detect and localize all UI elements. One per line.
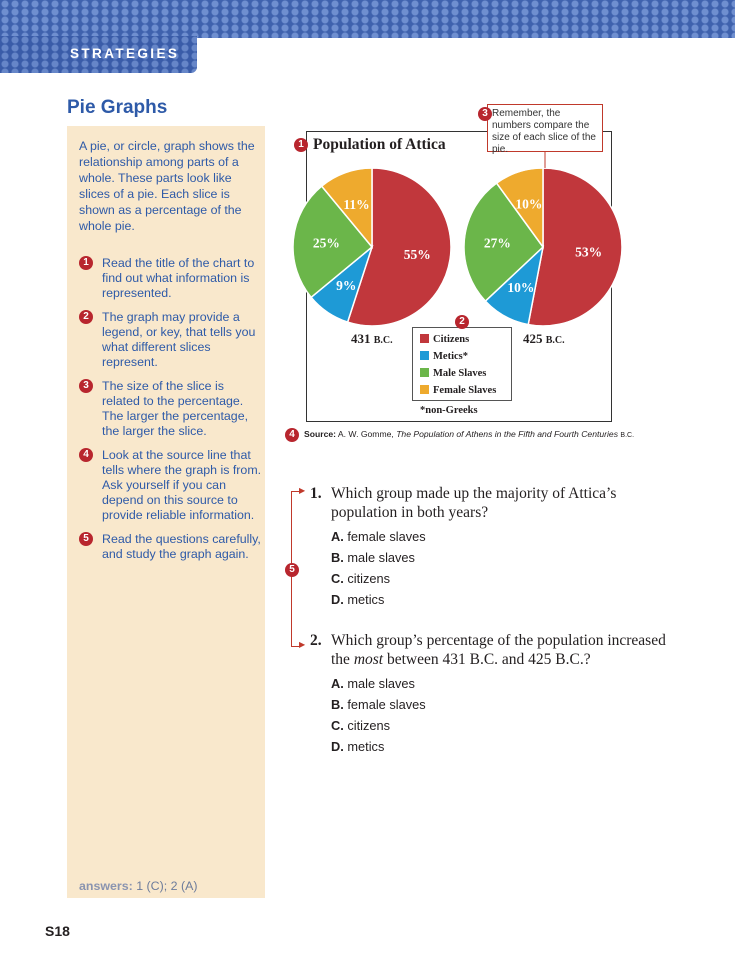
intro-text: A pie, or circle, graph shows the relationship among parts of a whole. These parts look like slices of a pie. Each slice is shown as a percentage of the whole pie. <box>79 139 255 233</box>
step-3-badge-icon: 3 <box>79 379 93 393</box>
option-letter: B. <box>331 697 344 712</box>
pie-label-female-slaves: 10% <box>515 196 543 212</box>
answer-option[interactable] <box>331 529 426 550</box>
year-label-431 <box>351 331 393 347</box>
answer-option[interactable] <box>331 697 426 718</box>
option-letter: A. <box>331 676 344 691</box>
legend-swatch <box>420 368 429 377</box>
source-era: B.C. <box>620 432 635 439</box>
year-label-425 <box>523 331 565 347</box>
answer-option[interactable] <box>331 718 426 739</box>
legend-item-citizens <box>420 334 469 345</box>
pie-label-citizens: 53% <box>575 244 603 260</box>
pie-label-male-slaves: 27% <box>483 235 511 251</box>
chart-footnote: *non-Greeks <box>420 405 478 416</box>
page-number: S18 <box>45 923 70 939</box>
tip-text: Read the questions carefully, and study the graph again. <box>102 532 261 561</box>
source-label: Source: <box>304 429 336 439</box>
chart-title: Population of Attica <box>313 136 449 154</box>
legend-label: Male Slaves <box>433 368 487 379</box>
option-letter: B. <box>331 550 344 565</box>
option-letter: C. <box>331 718 344 733</box>
option-text: metics <box>347 592 385 607</box>
option-text: male slaves <box>347 676 415 691</box>
legend-item-metics <box>420 351 468 362</box>
question-number: 2. <box>310 632 322 649</box>
answer-option[interactable] <box>331 739 426 760</box>
option-text: male slaves <box>347 550 415 565</box>
pie-label-citizens: 55% <box>403 247 431 263</box>
option-text: female slaves <box>347 529 426 544</box>
chart-legend <box>412 327 512 401</box>
option-text: citizens <box>347 571 391 586</box>
chart-title-badge-icon: 1 <box>294 138 308 152</box>
callout-badge-icon: 3 <box>478 107 492 121</box>
step-4-badge-icon: 4 <box>79 448 93 462</box>
answer-key-text: 1 (C); 2 (A) <box>136 879 198 893</box>
legend-swatch <box>420 334 429 343</box>
legend-swatch <box>420 351 429 360</box>
tip-text: The size of the slice is related to the percentage. The larger the percentage, the larger the slice. <box>102 379 249 438</box>
answer-option[interactable] <box>331 592 426 613</box>
year-era: B.C. <box>545 335 565 346</box>
tip-text: The graph may provide a legend, or key, that tells you what different slices represent. <box>102 310 256 369</box>
arrow-right-icon: ▶ <box>299 486 306 495</box>
option-text: metics <box>347 739 385 754</box>
answer-option[interactable] <box>331 550 426 571</box>
option-letter: C. <box>331 571 344 586</box>
pie-label-metics: 9% <box>336 277 357 293</box>
option-text: female slaves <box>347 697 426 712</box>
legend-swatch <box>420 385 429 394</box>
legend-label: Female Slaves <box>433 385 497 396</box>
question-text-part: between 431 B.C. and 425 B.C.? <box>386 651 591 668</box>
step-5-badge-icon: 5 <box>79 532 93 546</box>
source-line <box>304 429 634 439</box>
question-emphasis: most <box>353 651 384 668</box>
question-2-options <box>331 676 426 760</box>
answer-option[interactable] <box>331 571 426 592</box>
question-number: 1. <box>310 485 322 502</box>
questions-badge-icon: 5 <box>285 563 299 577</box>
tip-text: Look at the source line that tells where the graph is from. Ask yourself if you can depend on this source to provide reliable information. <box>102 448 262 522</box>
step-2-badge-icon: 2 <box>79 310 93 324</box>
source-author: A. W. Gomme, <box>337 429 394 439</box>
step-1-badge-icon: 1 <box>79 256 93 270</box>
question-1-options <box>331 529 426 613</box>
answer-option[interactable] <box>331 676 426 697</box>
option-letter: D. <box>331 592 344 607</box>
year-era: B.C. <box>373 335 393 346</box>
legend-label: Metics* <box>433 351 468 362</box>
option-letter: D. <box>331 739 344 754</box>
year-number: 425 <box>523 331 543 346</box>
option-text: citizens <box>347 718 391 733</box>
option-letter: A. <box>331 529 344 544</box>
source-title: The Population of Athens in the Fifth and Fourth Centuries <box>396 429 619 439</box>
page-title: Pie Graphs <box>67 97 168 118</box>
question-text: Which group made up the majority of Attica’s population in both years? <box>331 485 617 521</box>
question-text <box>331 631 671 669</box>
legend-label: Citizens <box>433 334 470 345</box>
callout-box: Remember, the numbers compare the size of each slice of the pie. <box>487 104 603 152</box>
pie-label-metics: 10% <box>507 280 535 296</box>
question-text-part: Which group’s percentage of the population increased the <box>331 632 666 668</box>
pie-label-male-slaves: 25% <box>312 235 340 251</box>
legend-badge-icon: 2 <box>455 315 469 329</box>
legend-item-male-slaves <box>420 368 486 379</box>
answer-key-label: answers: <box>79 879 133 893</box>
legend-item-female-slaves <box>420 385 496 396</box>
section-label: STRATEGIES <box>70 46 180 61</box>
pie-label-female-slaves: 11% <box>343 196 370 212</box>
tip-text: Read the title of the chart to find out what information is represented. <box>102 256 255 300</box>
year-number: 431 <box>351 331 371 346</box>
source-badge-icon: 4 <box>285 428 299 442</box>
arrow-right-icon: ▶ <box>299 640 306 649</box>
